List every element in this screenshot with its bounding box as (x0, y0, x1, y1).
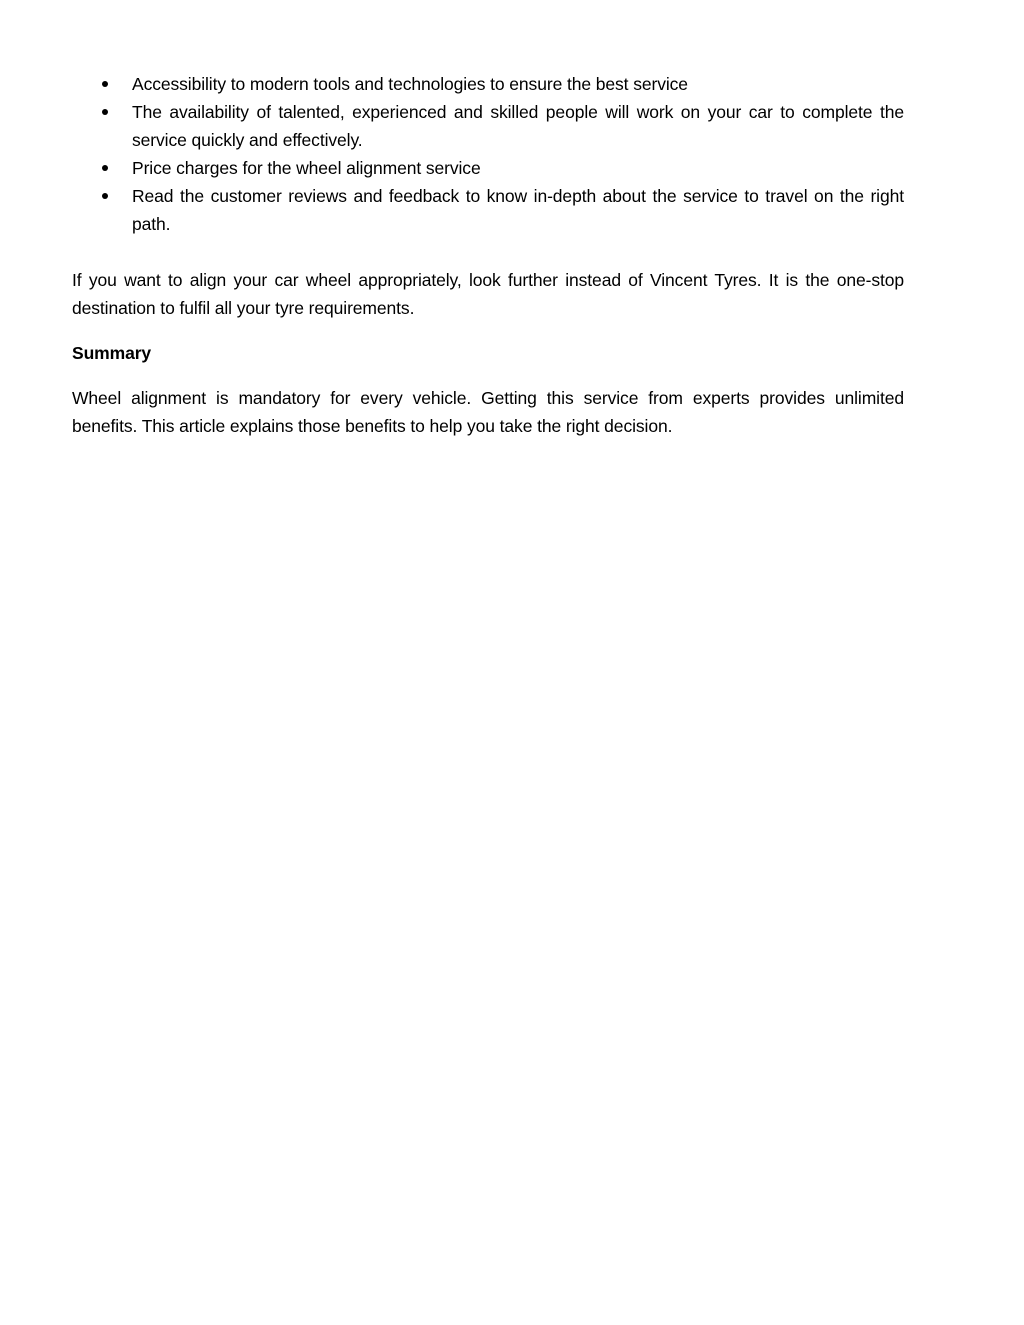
bullet-icon (102, 165, 108, 171)
summary-paragraph: Wheel alignment is mandatory for every vehicle. Getting this service from experts provides unlimited benefits. This article explains those benefits to help you take the right decision. (72, 388, 904, 436)
body-paragraph: If you want to align your car wheel appropriately, look further instead of Vincent Tyres. It is the one-stop destination to fulfil all your tyre requirements. (72, 270, 904, 318)
bullet-list (72, 70, 904, 238)
bullet-icon (102, 109, 108, 115)
list-item-text: Price charges for the wheel alignment service (132, 158, 481, 178)
document-page (72, 70, 904, 440)
list-item-text: Read the customer reviews and feedback to know in-depth about the service to travel on the right path. (132, 186, 904, 234)
summary-heading: Summary (72, 343, 152, 363)
list-item (72, 154, 904, 182)
list-item (72, 70, 904, 98)
list-item (72, 98, 904, 154)
bullet-icon (102, 81, 108, 87)
list-item (72, 182, 904, 238)
bullet-icon (102, 193, 108, 199)
list-item-text: Accessibility to modern tools and technologies to ensure the best service (132, 74, 688, 94)
list-item-text: The availability of talented, experienced and skilled people will work on your car to complete the service quickly and effectively. (132, 102, 904, 150)
